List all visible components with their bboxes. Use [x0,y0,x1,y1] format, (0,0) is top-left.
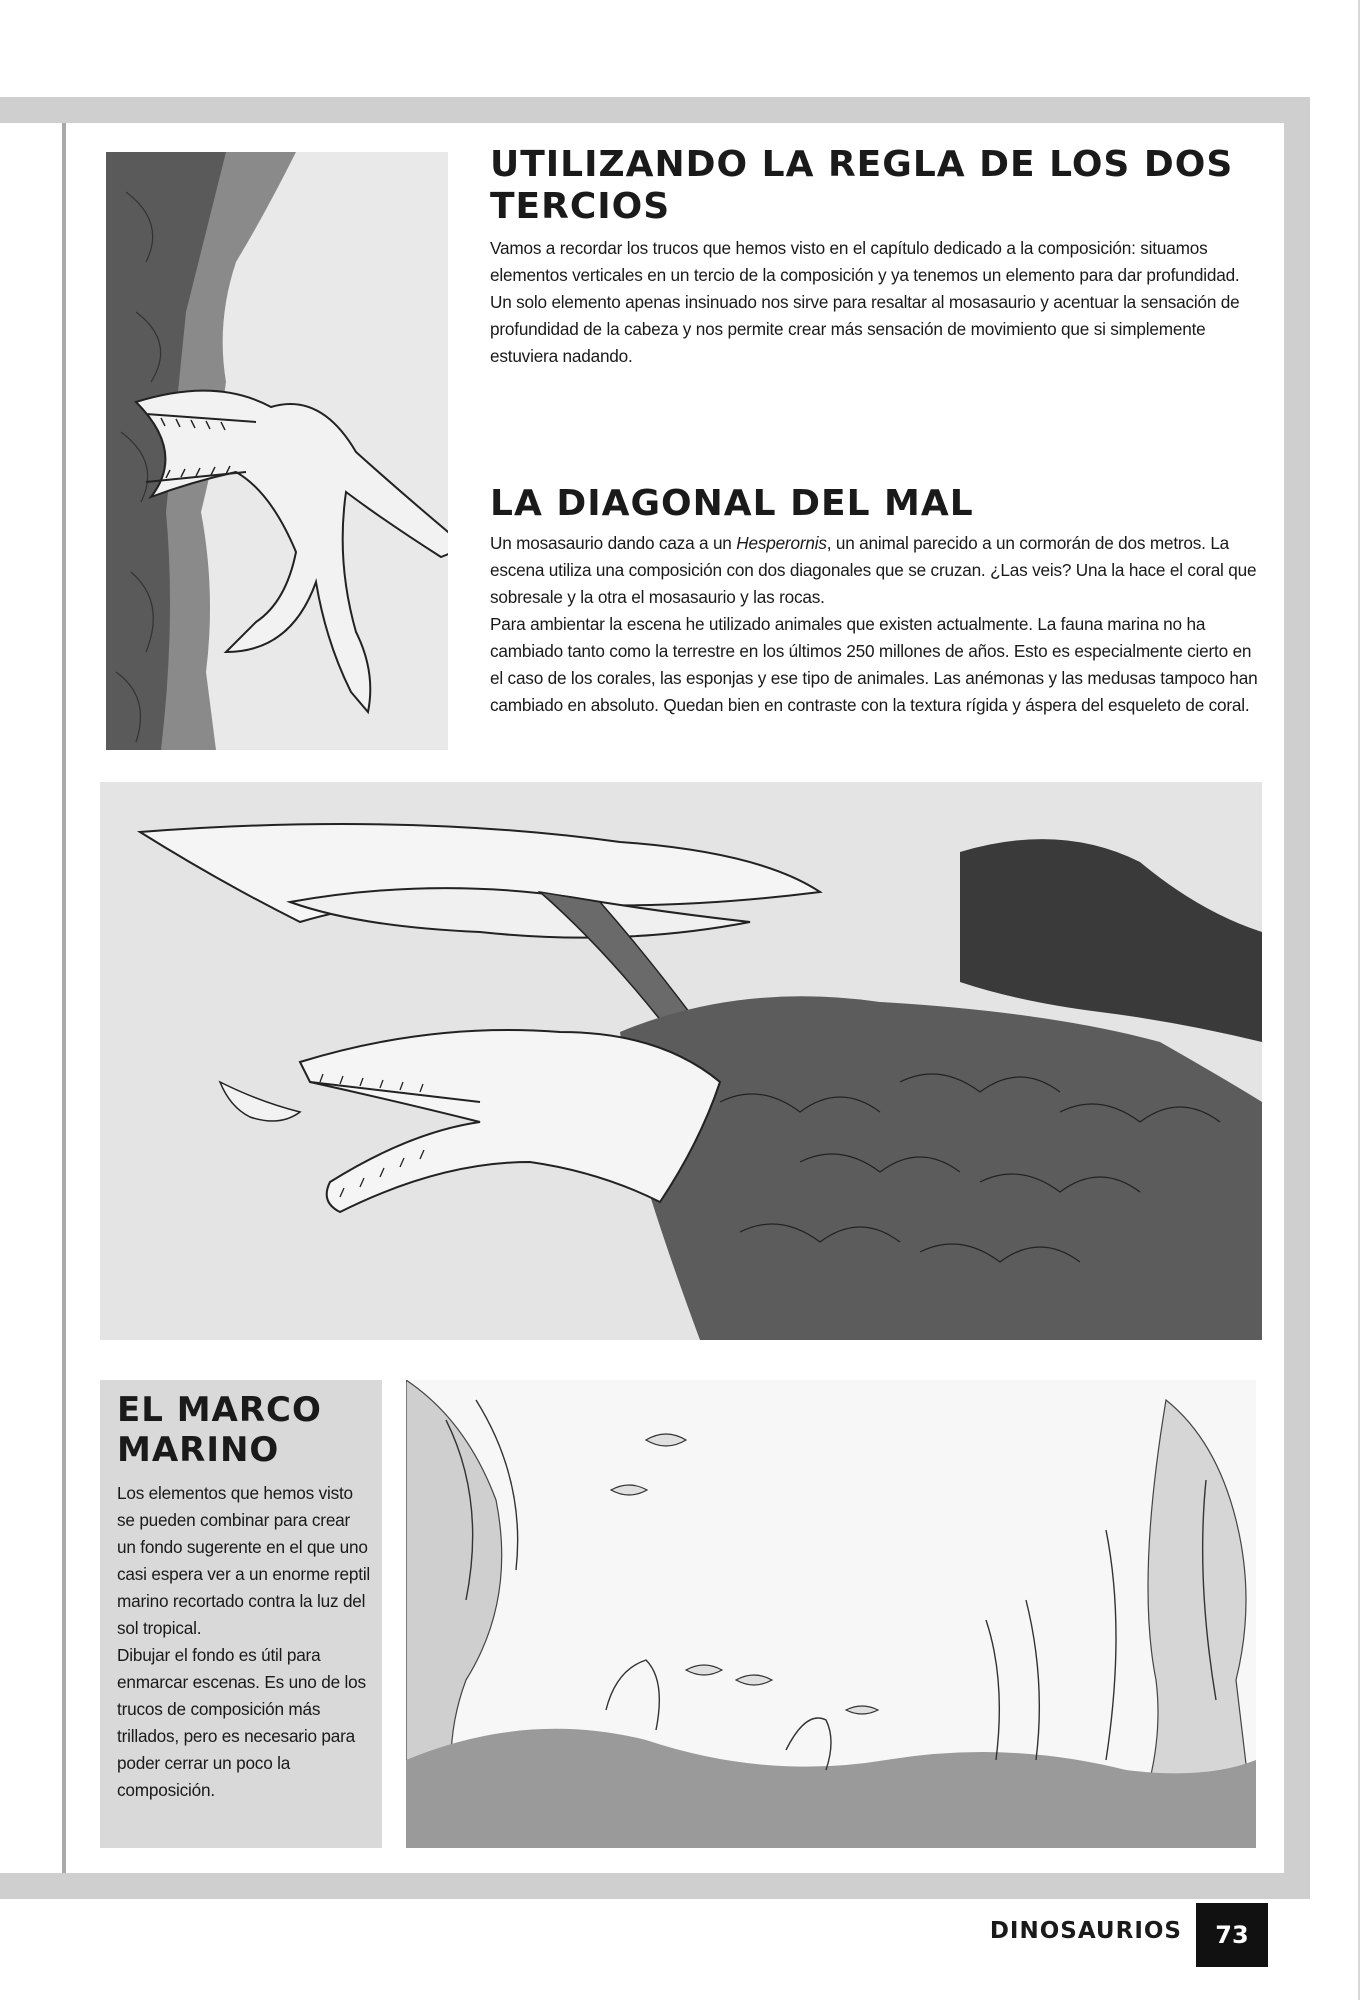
mosasaur-reef-wall-drawing [106,152,448,750]
frame-bottom-band [0,1873,1310,1899]
section-body-marine-frame [117,1480,373,1804]
mosasaur-reef-wall-illustration [106,152,448,750]
section-title-two-thirds: UTILIZANDO LA REGLA DE LOS DOS TERCIOS [490,144,1234,228]
paragraph [490,530,1264,611]
section-body-two-thirds [490,235,1264,370]
paragraph: Vamos a recordar los trucos que hemos visto en el capítulo dedicado a la composición: situamos elementos verticales en un tercio de la composición y ya tenemos un elemento para dar profundidad. Un solo elemento apenas insinuado nos sirve para resaltar al mosasaurio y acentuar la sensación de profundidad de la cabeza y nos permite crear más sensación de movimiento que si simplemente estuviera nadando. [490,238,1240,366]
mosasaur-coral-drawing [100,782,1262,1340]
coral-reef-drawing [406,1380,1256,1848]
frame-top-band [0,97,1310,123]
section-body-diagonal [490,530,1264,719]
coral-reef-frame-illustration [406,1380,1256,1848]
mosasaur-hunting-hesperornis-illustration [100,782,1262,1340]
paragraph-text: Un mosasaurio dando caza a un [490,533,737,553]
frame-right-band [1284,97,1310,1899]
frame-left-rule [62,123,66,1873]
page-edge-rule [1358,0,1360,2000]
page-number: 73 [1196,1903,1268,1967]
footer-section-label: DINOSAURIOS [989,1918,1182,1944]
section-title-marine-frame: EL MARCO MARINO [117,1390,322,1471]
paragraph-text: , un animal parecido a un cormorán de dos metros. La escena utiliza una composición con dos diagonales que se cruzan. ¿Las veis? Una la hace el coral que sobresale y la otra el mosasaurio y las rocas. [490,533,1257,607]
paragraph: Para ambientar la escena he utilizado animales que existen actualmente. La fauna marina no ha cambiado tanto como la terrestre en los últimos 250 millones de años. Esto es especialmente cierto en el caso de los corales, las esponjas y ese tipo de animales. Las anémonas y las medusas tampoco han cambiado en absoluto. Quedan bien en contraste con la textura rígida y áspera del esqueleto de coral. [490,614,1258,715]
species-name: Hesperornis [736,533,827,553]
paragraph: Dibujar el fondo es útil para enmarcar escenas. Es uno de los trucos de composición más trillados, pero es necesario para poder cerrar un poco la composición. [117,1645,366,1800]
section-title-diagonal: LA DIAGONAL DEL MAL [490,483,974,524]
paragraph: Los elementos que hemos visto se pueden combinar para crear un fondo sugerente en el que uno casi espera ver a un enorme reptil marino recortado contra la luz del sol tropical. [117,1483,371,1638]
